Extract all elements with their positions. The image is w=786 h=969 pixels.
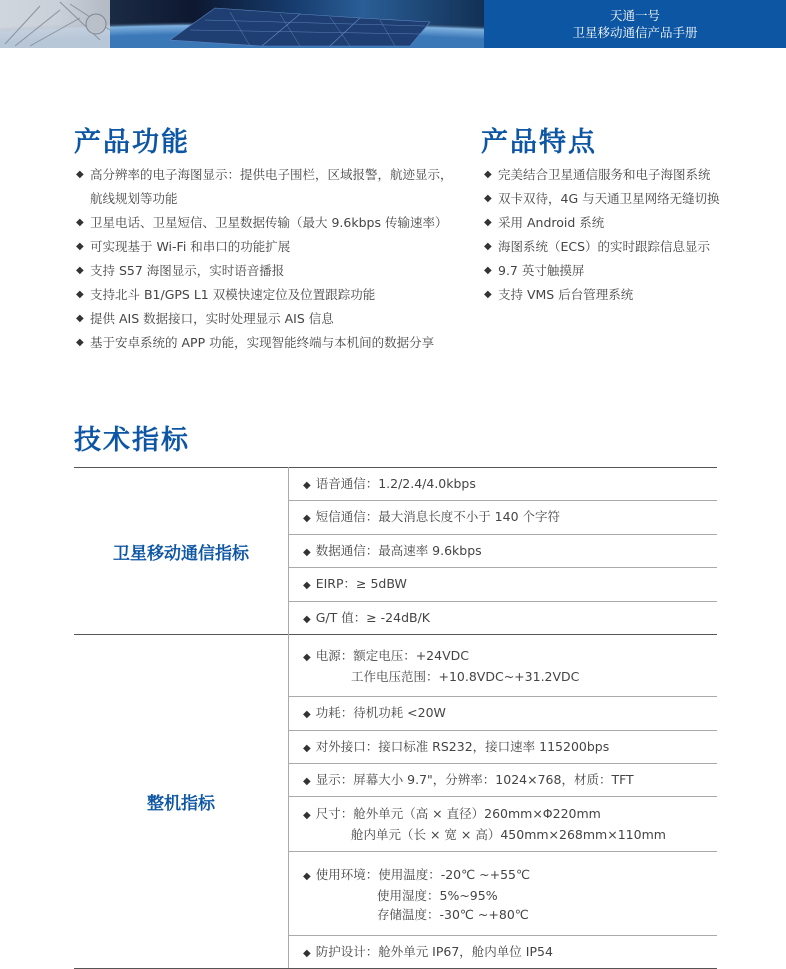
- diamond-bullet-icon: ◆: [484, 289, 492, 300]
- diamond-bullet-icon: ◆: [76, 337, 84, 348]
- function-item-text: 支持 S57 海图显示，实时语音播报: [90, 263, 285, 278]
- function-item-text: 基于安卓系统的 APP 功能，实现智能终端与本机间的数据分享: [90, 335, 435, 350]
- features-heading: 产品特点: [481, 127, 597, 158]
- diamond-bullet-icon: ◆: [76, 265, 84, 276]
- diamond-bullet-icon: ◆: [303, 651, 311, 663]
- header-title-line2: 卫星移动通信产品手册: [572, 25, 698, 40]
- function-item-text: 卫星电话、卫星短信、卫星数据传输（最大 9.6kbps 传输速率）: [90, 215, 448, 230]
- diamond-bullet-icon: ◆: [76, 217, 84, 228]
- features-list: [484, 163, 720, 307]
- spec-value: [289, 731, 718, 764]
- spec-line-text: 对外接口：接口标准 RS232，接口速率 115200bps: [315, 738, 610, 754]
- functions-heading: 产品功能: [74, 127, 190, 158]
- diamond-bullet-icon: ◆: [303, 742, 311, 754]
- feature-item: [484, 211, 720, 235]
- feature-item: [484, 187, 720, 211]
- diamond-bullet-icon: ◆: [303, 775, 311, 787]
- diamond-bullet-icon: ◆: [76, 289, 84, 300]
- spec-line: [303, 770, 717, 791]
- spec-line-text: 语音通信：1.2/2.4/4.0kbps: [315, 475, 476, 491]
- specs-heading: 技术指标: [74, 425, 190, 456]
- spec-value: [289, 936, 718, 969]
- diamond-bullet-icon: ◆: [303, 871, 311, 882]
- spec-row: [74, 468, 717, 501]
- function-item-text: 航线规划等功能: [90, 191, 178, 206]
- spec-line: [303, 905, 717, 924]
- spec-row: [74, 635, 717, 697]
- satellite-earth-image: [0, 0, 484, 48]
- feature-item-text: 双卡双待，4G 与天通卫星网络无缝切换: [498, 191, 720, 206]
- spec-line-text: 使用湿度：5%~95%: [377, 888, 498, 903]
- spec-value: [289, 501, 718, 535]
- spec-line-text: EIRP：≥ 5dBW: [315, 576, 407, 591]
- diamond-bullet-icon: ◆: [484, 217, 492, 228]
- diamond-bullet-icon: ◆: [76, 313, 84, 324]
- diamond-bullet-icon: ◆: [303, 513, 311, 524]
- feature-item-text: 完美结合卫星通信服务和电子海图系统: [498, 167, 711, 182]
- feature-item: [484, 259, 720, 283]
- feature-item-text: 海图系统（ECS）的实时跟踪信息显示: [498, 239, 711, 254]
- diamond-bullet-icon: ◆: [303, 546, 311, 558]
- spec-line: [303, 574, 717, 595]
- header-title-line1: 天通一号: [609, 8, 660, 23]
- spec-line: [303, 474, 717, 495]
- spec-line: [303, 667, 717, 686]
- spec-line: [303, 646, 717, 667]
- spec-line-text: 存储温度：-30℃ ~+80℃: [377, 907, 529, 922]
- spec-category: 卫星移动通信指标: [74, 468, 289, 635]
- spec-value: [289, 568, 718, 602]
- spec-line-text: 电源：额定电压：+24VDC: [315, 647, 469, 663]
- feature-item: [484, 235, 720, 259]
- spec-line-text: 使用环境：使用温度：-20℃ ~+55℃: [315, 867, 531, 882]
- specs-table: [74, 467, 717, 969]
- function-item: [76, 331, 453, 355]
- diamond-bullet-icon: ◆: [484, 265, 492, 276]
- diamond-bullet-icon: ◆: [303, 810, 311, 821]
- spec-value: [289, 797, 718, 852]
- spec-line-text: 短信通信：最大消息长度不小于 140 个字符: [315, 509, 561, 524]
- diamond-bullet-icon: ◆: [303, 613, 311, 625]
- functions-list: [76, 163, 453, 355]
- function-item: [76, 211, 453, 235]
- diamond-bullet-icon: ◆: [76, 169, 84, 180]
- diamond-bullet-icon: ◆: [303, 709, 311, 720]
- feature-item-text: 支持 VMS 后台管理系统: [498, 287, 634, 302]
- spec-line-text: 防护设计：舱外单元 IP67，舱内单位 IP54: [315, 943, 553, 959]
- feature-item: [484, 283, 720, 307]
- diamond-bullet-icon: ◆: [484, 169, 492, 180]
- function-item-text: 可实现基于 Wi-Fi 和串口的功能扩展: [90, 239, 291, 254]
- spec-value: [289, 852, 718, 936]
- spec-value: [289, 697, 718, 731]
- function-item: [76, 235, 453, 259]
- spec-category: 整机指标: [74, 635, 289, 969]
- spec-value: [289, 635, 718, 697]
- function-item: [76, 163, 453, 211]
- spec-value: [289, 602, 718, 635]
- function-item: [76, 259, 453, 283]
- spec-value: [289, 468, 718, 501]
- spec-value: [289, 764, 718, 797]
- spec-line: [303, 865, 717, 886]
- diamond-bullet-icon: ◆: [76, 241, 84, 252]
- diamond-bullet-icon: ◆: [303, 947, 311, 959]
- spec-line-text: 显示：屏幕大小 9.7"，分辨率：1024×768，材质：TFT: [315, 771, 634, 787]
- spec-line: [303, 804, 717, 825]
- feature-item-text: 采用 Android 系统: [498, 215, 605, 230]
- spec-line-text: 功耗：待机功耗 <20W: [315, 705, 446, 720]
- function-item-text: 高分辨率的电子海图显示：提供电子围栏，区域报警，航迹显示，: [90, 167, 453, 182]
- spec-line-text: 舱内单元（长 × 宽 × 高）450mm×268mm×110mm: [351, 827, 666, 842]
- function-item: [76, 307, 453, 331]
- function-item-text: 支持北斗 B1/GPS L1 双模快速定位及位置跟踪功能: [90, 287, 376, 302]
- spec-line-text: 尺寸：舱外单元（高 × 直径）260mm×Φ220mm: [315, 806, 601, 821]
- spec-line: [303, 737, 717, 758]
- diamond-bullet-icon: ◆: [303, 479, 311, 491]
- diamond-bullet-icon: ◆: [303, 580, 311, 591]
- spec-line: [303, 541, 717, 562]
- spec-line: [303, 703, 717, 724]
- spec-line-text: 数据通信：最高速率 9.6kbps: [315, 542, 482, 558]
- satellite-icon: [0, 0, 484, 48]
- function-item-text: 提供 AIS 数据接口，实时处理显示 AIS 信息: [90, 311, 334, 326]
- spec-value: [289, 535, 718, 568]
- header-banner: [0, 0, 786, 48]
- spec-line: [303, 825, 717, 844]
- spec-line: [303, 507, 717, 528]
- diamond-bullet-icon: ◆: [484, 193, 492, 204]
- spec-line: [303, 608, 717, 629]
- feature-item: [484, 163, 720, 187]
- feature-item-text: 9.7 英寸触摸屏: [498, 263, 585, 278]
- spec-line: [303, 942, 717, 963]
- spec-line: [303, 886, 717, 905]
- spec-line-text: G/T 值：≥ -24dB/K: [315, 609, 430, 625]
- header-title-block: [484, 0, 786, 48]
- spec-line-text: 工作电压范围：+10.8VDC~+31.2VDC: [351, 668, 580, 684]
- function-item: [76, 283, 453, 307]
- diamond-bullet-icon: ◆: [484, 241, 492, 252]
